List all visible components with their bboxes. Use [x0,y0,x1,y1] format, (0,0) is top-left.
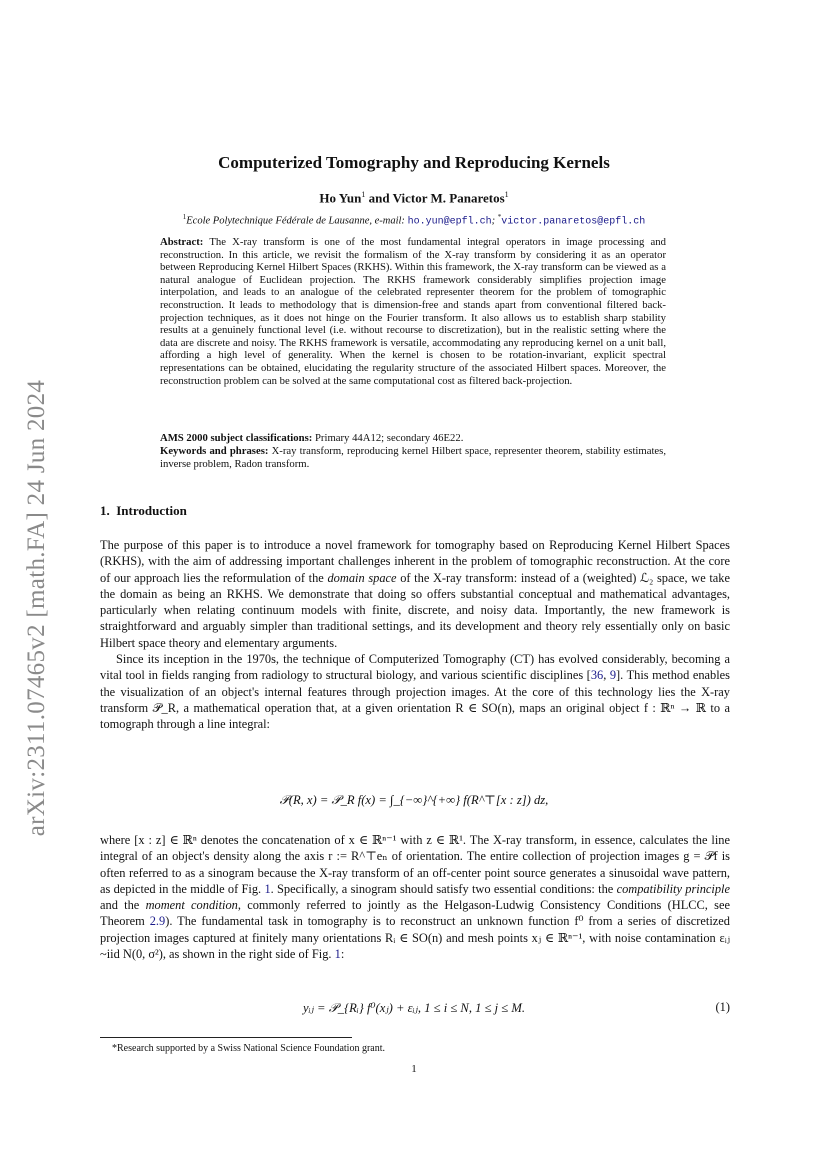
footnote-rule [100,1037,352,1038]
author-name: Ho Yun [319,190,362,206]
equation-1: yᵢⱼ = 𝒫_{Rᵢ} f⁰(xⱼ) + εᵢⱼ, 1 ≤ i ≤ N, 1 ≤ j ≤ M. [303,1001,525,1015]
theorem-link[interactable]: 2.9 [149,914,166,929]
citation-link[interactable]: 36 [590,668,604,683]
figure-link[interactable]: 1 [334,947,341,962]
intro-body-bottom [100,832,730,962]
email-link[interactable]: victor.panaretos@epfl.ch [501,216,646,228]
paragraph: The purpose of this paper is to introduce a novel framework for tomography based on Reproducing Kernel Hilbert Spaces (RKHS), with the aim of addressing important challenges inherent in the problem of tomographic reconstruction. At the core of our approach lies the reformulation of the domain space of the X-ray transform: instead of a (weighted) ℒ₂ space, we take the domain as being an RKHS. We demonstrate that doing so offers substantial conceptual and mathematical advantages, particularly when relating continuum models with finite, discrete, and noisy data. Importantly, the new framework is straightforward and arguably simpler than traditional settings, and its development and theory rely essentially only on basic Hilbert space theory and elementary arguments. [100,538,730,650]
email-link[interactable]: ho.yun@epfl.ch [407,216,492,228]
abstract [160,236,666,387]
footnote: *Research supported by a Swiss National Science Foundation grant. [112,1043,385,1054]
abstract-text: The X-ray transform is one of the most fundamental integral operators in image processing and reconstruction. In this article, we revisit the formalism of the X-ray transform by considering it as an operator between Reproducing Kernel Hilbert Spaces (RKHS). Within this framework, the X-ray transform can be viewed as a natural analogue of Euclidean projection. The RKHS framework considerably simplifies projection image interpolation, and leads to an analogue of the celebrated representer theorem for the problem of tomographic reconstruction. It leads to methodology that is dimension-free and stands apart from conventional filtered back-projection techniques, as it does not hinge on the Fourier transform. It also allows us to establish sharp stability results at a genuinely functional level (i.e. without recourse to discretization), but in the realistic setting where the data are discrete and noisy. The RKHS framework is versatile, accommodating any reproducing kernel on a unit ball, affording a high level of generality. When the kernel is chosen to be rotation-invariant, explicit spectral representations can be obtained, elucidating the regularity structure of the associated Hilbert spaces. Moreover, the reconstruction problem can be solved at the same computational cost as filtered back-projection. [160,236,666,387]
intro-body-top [100,537,730,733]
citation-link[interactable]: 9 [609,668,617,683]
keywords: Keywords and phrases: X-ray transform, reproducing kernel Hilbert space, representer theorem, stability estimates, inverse problem, Radon transform. [160,445,667,470]
ams-classification: AMS 2000 subject classifications: Primary 44A12; secondary 46E22. [160,432,464,444]
author-name: Victor M. Panaretos [392,190,505,206]
arxiv-side-identifier: arXiv:2311.07465v2 [math.FA] 24 Jun 2024 [23,379,50,836]
paragraph: Since its inception in the 1970s, the technique of Computerized Tomography (CT) has evolved considerably, becoming a vital tool in fields ranging from radiology to structural biology, and various scientific disciplines [36, 9]. This method enables the visualization of an object's internal features through projection images. At the core of this technology lies the X-ray transform 𝒫_R, a mathematical operation that, at a given orientation R ∈ SO(n), maps an original object f : ℝⁿ → ℝ to a tomograph through a line integral: [100,652,730,732]
paragraph: where [x : z] ∈ ℝⁿ denotes the concatenation of x ∈ ℝⁿ⁻¹ with z ∈ ℝ¹. The X-ray transform, in essence, calculates the line integral of an object's density along the axis r := R^⊤eₙ of orientation. The entire collection of projection images g = 𝒫f is often referred to as a sinogram because the X-ray transform of an off-center point source generates a sinusoidal wave pattern, as depicted in the middle of Fig. 1. Specifically, a sinogram should satisfy two essential conditions: the compatibility principle and the moment condition, commonly referred to jointly as the Helgason-Ludwig Consistency Conditions (HLCC, see Theorem 2.9). The fundamental task in tomography is to reconstruct an unknown function f⁰ from a series of discretized projection images captured at finitely many orientations Rᵢ ∈ SO(n) and mesh points xⱼ ∈ ℝⁿ⁻¹, with noise contamination εᵢⱼ ~iid N(0, σ²), as shown in the right side of Fig. 1: [100,833,730,962]
affiliation: $^1$Ecole Polytechnique Fédérale de Lausanne, e-mail: ho.yun@epfl.ch; *victor.panaretos@epfl.ch [182,213,646,228]
figure-link[interactable]: 1 [264,881,271,896]
equation-number: (1) [715,1000,730,1014]
page-number: 1 [411,1063,417,1075]
equation-xray-transform: 𝒫(R, x) = 𝒫_R f(x) = ∫_{−∞}^{+∞} f(R^⊤[x : z]) dz, [279,793,549,807]
paper-title: Computerized Tomography and Reproducing Kernels [218,153,610,172]
section-heading: 1. Introduction [100,503,187,518]
abstract-label: Abstract: [160,236,204,248]
authors: Ho Yun$^1$ and Victor M. Panaretos$^1$ [319,190,509,206]
